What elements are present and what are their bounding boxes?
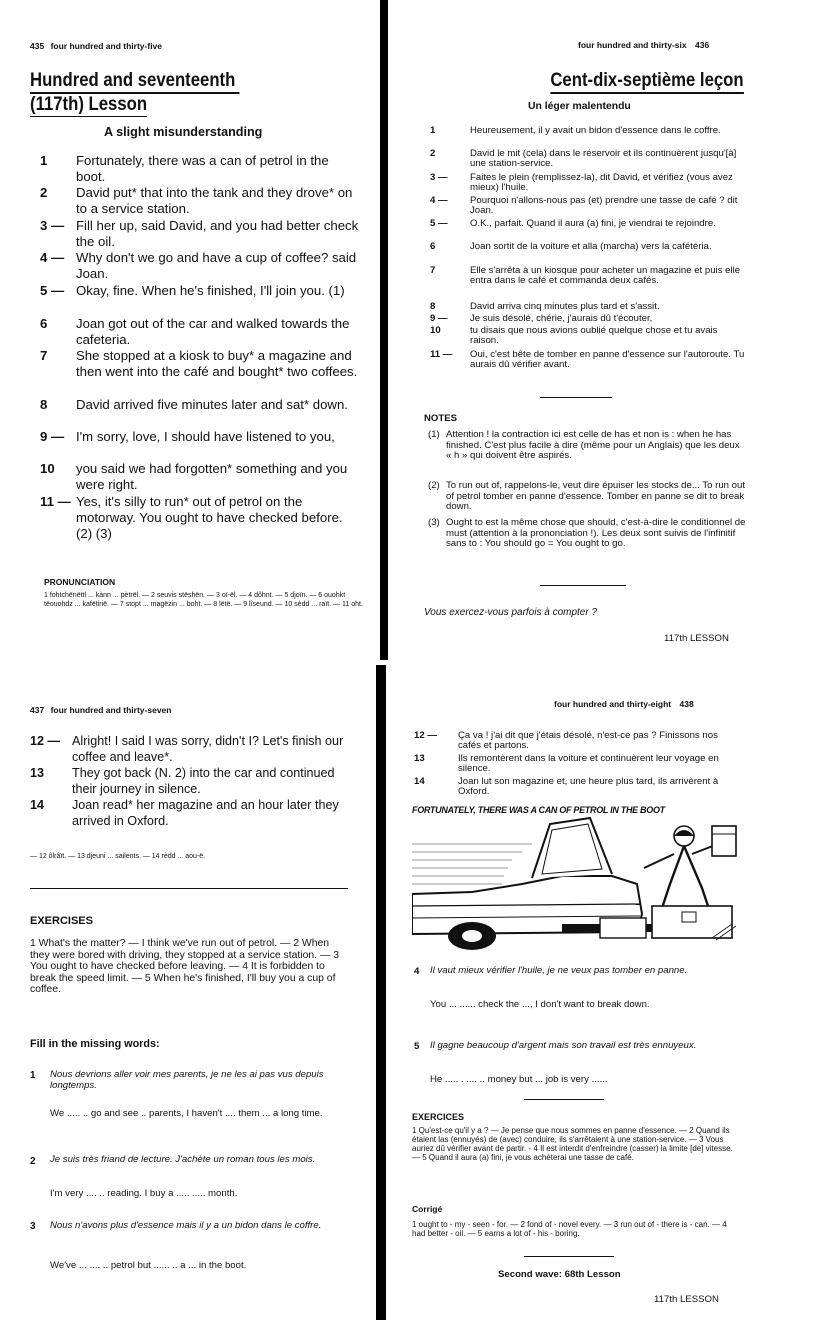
book-spine xyxy=(376,665,386,1320)
section-divider xyxy=(524,1256,614,1257)
sentence-row: 1 Fortunately, there was a can of petrol in the boot. xyxy=(40,153,329,185)
sentence-row: 13 Ils remontèrent dans la voiture et continuèrent leur voyage en silence. xyxy=(414,753,719,775)
page-header xyxy=(30,705,171,715)
lesson-title-line1: Hundred and seventeenth xyxy=(30,70,239,94)
section-divider xyxy=(30,888,348,889)
second-wave: Second wave: 68th Lesson xyxy=(498,1269,621,1280)
lesson-subtitle: A slight misunderstanding xyxy=(104,125,263,139)
fill-french: Il vaut mieux vérifier l'huile, je ne veux pas tomber en panne. xyxy=(430,965,688,976)
sentence-row: 11 — Oui, c'est bête de tomber en panne d'essence sur l'autoroute. Tu aurais dû vérifier avant. xyxy=(430,349,745,371)
sentence-row: 2 David put* that into the tank and they drove* on to a service station. xyxy=(40,185,353,217)
fill-english: We ..... .. go and see .. parents, I haven't .... them ... a long time. xyxy=(50,1108,323,1119)
page-header-text: four hundred and thirty-six xyxy=(578,40,687,50)
fill-french: Il gagne beaucoup d'argent mais son travail est très ennuyeux. xyxy=(430,1040,697,1051)
page-footer: 117th LESSON xyxy=(664,633,729,644)
fill-number: 5 xyxy=(414,1041,420,1052)
sentence-row: 7 Elle s'arrêta à un kiosque pour acheter un magazine et puis elle entra dans le café et commanda deux cafés. xyxy=(430,265,741,287)
sentence-row: 8 David arriva cinq minutes plus tard et s'assit. xyxy=(430,301,660,312)
fill-english: We've ... .... .. petrol but ...... .. a ... in the boot. xyxy=(50,1260,247,1271)
section-divider xyxy=(524,1099,604,1100)
pronunciation-text: — 12 ôlrâït. — 13 djeuni ... sailents. — 14 rèdd ... aou-ë. xyxy=(30,853,206,860)
exercices-text: 1 Qu'est-ce qu'il y a ? — Je pense que nous sommes en panne d'essence. — 2 Quand ils étaient las (ennuyés) de (avec) conduire, ils s'arrêtaient à une station-service. — 3 Vous auriez dû vérifier avant de partir. - 4 Il est interdit d'enfreindre (casser) la limite [de] vitesse. — 5 Quand il aura (a) fini, je vous achèterai une tasse de café. xyxy=(412,1126,733,1162)
sentence-row: 6 Joan got out of the car and walked towards the cafeteria. xyxy=(40,316,350,348)
exercises-text: 1 What's the matter? — I think we've run out of petrol. — 2 When they were bored with driving, they stopped at a service station. — 3 You ought to have checked before leaving. — 4 It is forbidden to break the speed limit. — 5 When he's finished, I'll buy you a cup of coffee. xyxy=(30,938,339,996)
section-divider xyxy=(540,397,612,398)
sentence-row: 7 She stopped at a kiosk to buy* a magazine and then went into the café and bought* two coffees. xyxy=(40,348,358,380)
pronunciation-title: PRONUNCIATION xyxy=(44,577,116,587)
sentence-row: 4 — Pourquoi n'allons-nous pas (et) prendre une tasse de café ? dit Joan. xyxy=(430,195,738,217)
sentence-row: 12 — Alright! I said I was sorry, didn't I? Let's finish our coffee and leave*. xyxy=(30,734,344,764)
sentence-row: 13 They got back (N. 2) into the car and continued their journey in silence. xyxy=(30,766,335,796)
note-item: (2) To run out of, rappelons-le, veut dire épuiser les stocks de... To run out of petrol tomber en panne d'essence. Tomber en panne se dit to break down. xyxy=(428,480,745,512)
sentence-row: 6 Joan sortit de la voiture et alla (marcha) vers la cafétéria. xyxy=(430,241,712,252)
fill-french: Je suis très friand de lecture. J'achète un roman tous les mois. xyxy=(50,1154,316,1165)
sentence-row: 3 — Faites le plein (remplissez-la), dit David, et vérifiez (vous avez mieux) l'huile. xyxy=(430,172,733,194)
sentence-row: 14 Joan lut son magazine et, une heure plus tard, ils arrivèrent à Oxford. xyxy=(414,776,719,798)
fill-english: He ..... . .... .. money but ... job is very ...... xyxy=(430,1074,608,1085)
lesson-title-line2: (117th) Lesson xyxy=(30,94,148,115)
sentence-row: 10 you said we had forgotten* something and you were right. xyxy=(40,461,348,493)
exercises-title: EXERCISES xyxy=(30,915,93,927)
sentence-row: 5 — O.K., parfait. Quand il aura (a) fini, je viendrai te rejoindre. xyxy=(430,218,716,229)
sentence-row: 14 Joan read* her magazine and an hour later they arrived in Oxford. xyxy=(30,798,339,828)
sentence-row: 10 tu disais que nous avions oublié quelque chose et tu avais raison. xyxy=(430,325,718,347)
fill-number: 2 xyxy=(30,1156,36,1167)
cartoon-illustration xyxy=(412,800,742,955)
fill-title: Fill in the missing words: xyxy=(30,1038,160,1050)
sentence-row: 5 — Okay, fine. When he's finished, I'll join you. (1) xyxy=(40,283,345,298)
corrige-title: Corrigé xyxy=(412,1204,443,1214)
page-number: 436 xyxy=(695,40,710,50)
sentence-row: 1 Heureusement, il y avait un bidon d'essence dans le coffre. xyxy=(430,125,721,136)
fill-number: 3 xyxy=(30,1221,36,1232)
sentence-row: 9 — I'm sorry, love, I should have listened to you, xyxy=(40,429,335,444)
sentence-row: 9 — Je suis désolé, chérie, j'aurais dû t'écouter, xyxy=(430,313,653,324)
fill-number: 1 xyxy=(30,1070,36,1081)
lesson-subtitle: Un léger malentendu xyxy=(528,101,631,112)
pronunciation-text: 1 fohtchënëttl ... kànn ... pètrël. — 2 seuvis stëshën. — 3 oï-ël. — 4 dôhnt. — 5 djoïn. — 6 ouohkt tëouohdz ... kafëtirië. — 7 stopt ... magëzin ... boht. — 8 lëtë. — 9 lîseund. — 10 sèdd ... raït. — 11 oht. xyxy=(44,592,363,608)
page-number: 435 xyxy=(30,41,45,51)
corrige-text: 1 ought to - my - seen - for. — 2 fond of - novel every. — 3 run out of - there is - can. — 4 had better - oil. — 5 earns a lot of - his - boring. xyxy=(412,1220,727,1238)
sentence-row: 11 — Yes, it's silly to run* out of petrol on the motorway. You ought to have checked before. (2) (3) xyxy=(40,494,343,542)
sentence-row: 2 David le mit (cela) dans le réservoir et ils continuèrent jusqu'[à] une station-service. xyxy=(430,148,737,170)
fill-number: 4 xyxy=(414,966,420,977)
note-item: (1) Attention ! la contraction ici est celle de has et non is : when he has finished. C'est plus facile à dire (même pour un Anglais) que les deux « h » qui doivent être aspirés. xyxy=(428,429,740,461)
car-boot-drawing xyxy=(412,814,742,959)
page-header-text: four hundred and thirty-five xyxy=(50,41,163,51)
note-item: (3) Ought to est la même chose que should, c'est-à-dire le conditionnel de must (attention à la prononciation !). Les deux sont suivis de l'infinitif sans to : You should go = You ought to go. xyxy=(428,517,746,549)
section-divider xyxy=(540,585,626,586)
exercices-title: EXERCICES xyxy=(412,1112,465,1122)
page-header xyxy=(30,41,162,51)
fill-french: Nous devrions aller voir mes parents, je ne les ai pas vus depuis longtemps. xyxy=(50,1069,324,1091)
book-spine xyxy=(380,0,388,660)
page-header-text: four hundred and thirty-eight xyxy=(554,699,672,709)
fill-english: You ... ...... check the ..., I don't want to break down. xyxy=(430,999,650,1010)
fill-english: I'm very .... .. reading. I buy a ..... ..... month. xyxy=(50,1188,238,1199)
page-header xyxy=(554,699,694,709)
sentence-row: 12 — Ça va ! j'ai dit que j'étais désolé, n'est-ce pas ? Finissons nos cafés et partons. xyxy=(414,730,718,752)
lesson-title xyxy=(30,70,239,117)
cartoon-caption: FORTUNATELY, THERE WAS A CAN OF PETROL IN THE BOOT xyxy=(412,805,665,815)
question-text: Vous exercez-vous parfois à compter ? xyxy=(424,607,598,618)
notes-title: NOTES xyxy=(424,413,458,424)
page-number: 437 xyxy=(30,705,45,715)
page-header xyxy=(578,40,709,50)
sentence-row: 4 — Why don't we go and have a cup of coffee? said Joan. xyxy=(40,250,357,282)
sentence-row: 8 David arrived five minutes later and sat* down. xyxy=(40,397,348,412)
page-number: 438 xyxy=(679,699,694,709)
page-footer: 117th LESSON xyxy=(654,1294,719,1305)
page-header-text: four hundred and thirty-seven xyxy=(50,705,172,715)
fill-french: Nous n'avons plus d'essence mais il y a un bidon dans le coffre. xyxy=(50,1220,322,1231)
lesson-title: Cent-dix-septième leçon xyxy=(551,70,744,94)
sentence-row: 3 — Fill her up, said David, and you had better check the oil. xyxy=(40,218,359,250)
